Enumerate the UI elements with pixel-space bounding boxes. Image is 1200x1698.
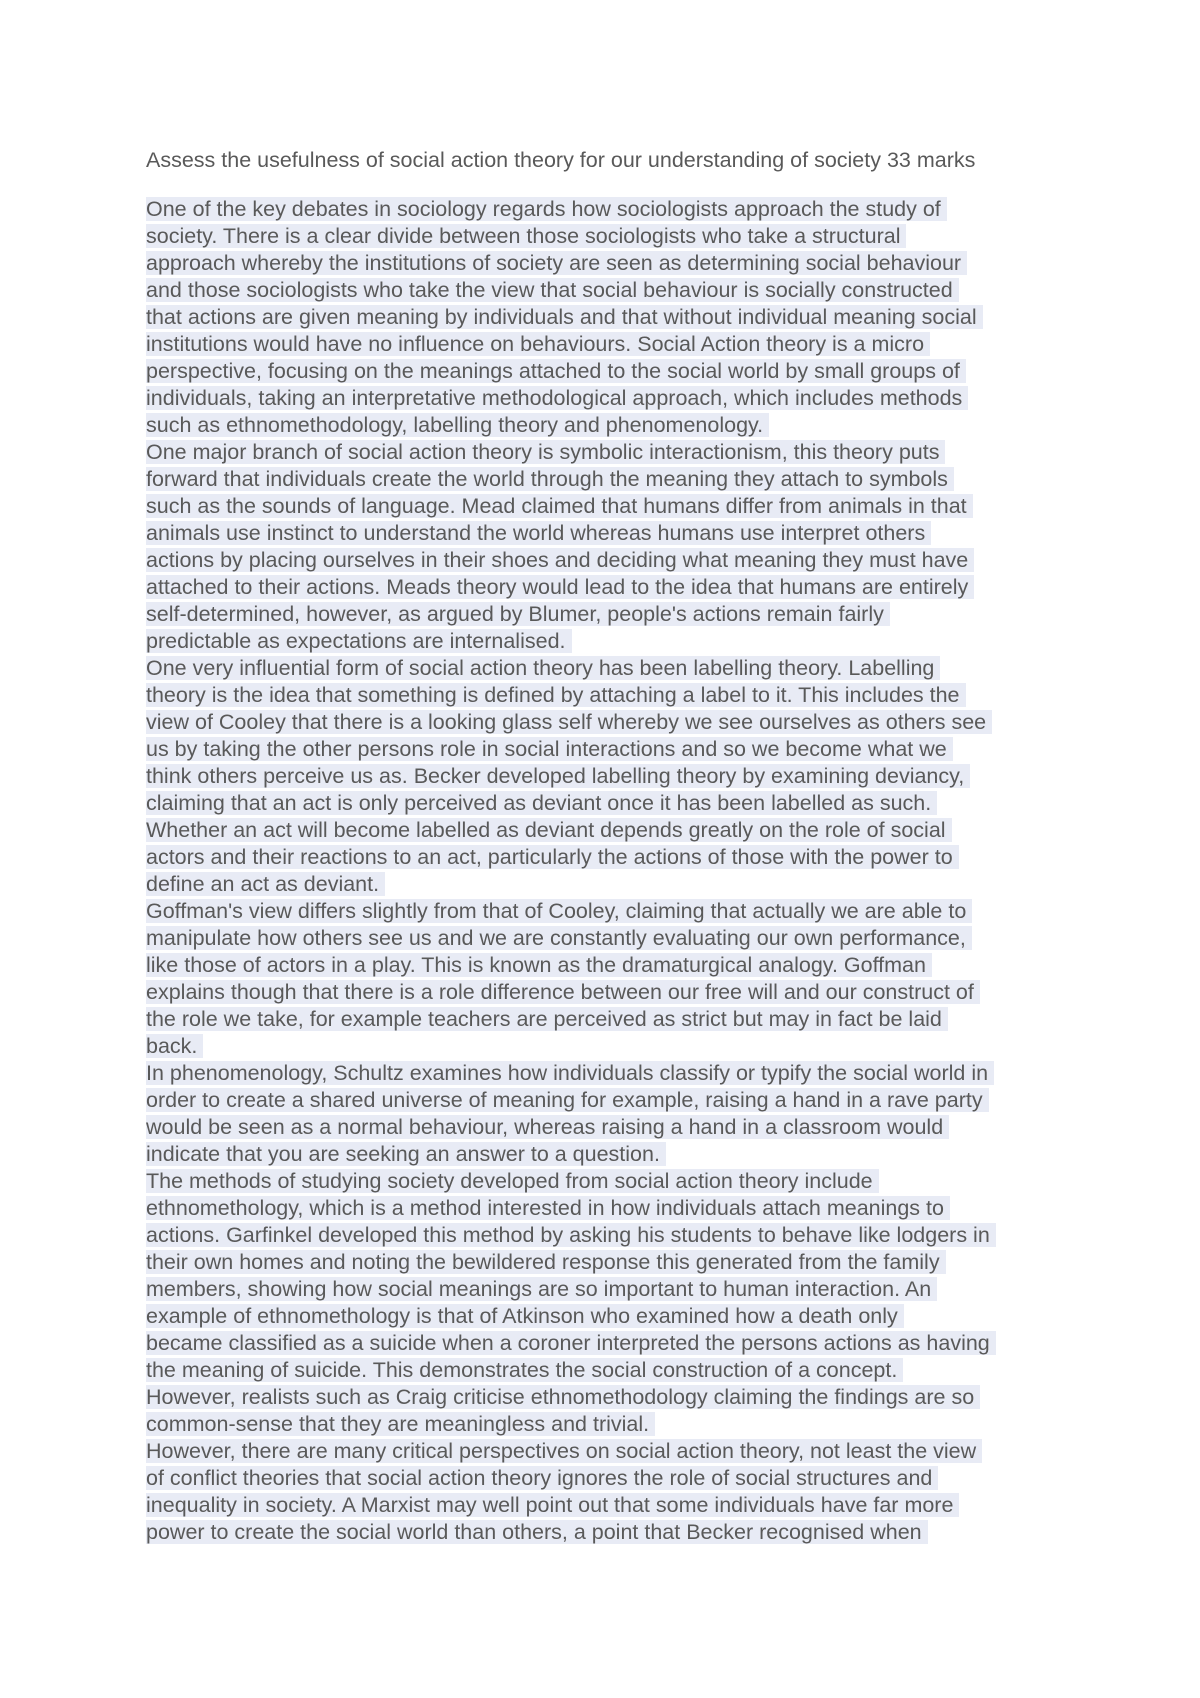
highlighted-text: In phenomenology, Schultz examines how individuals classify or typify the social world in <box>146 1061 994 1085</box>
text-line <box>146 250 1076 277</box>
highlighted-text: members, showing how social meanings are so important to human interaction. An <box>146 1277 937 1301</box>
text-line <box>146 979 1076 1006</box>
highlighted-text: However, there are many critical perspectives on social action theory, not least the view <box>146 1439 982 1463</box>
text-line <box>146 790 1076 817</box>
text-line <box>146 493 1076 520</box>
highlighted-text: indicate that you are seeking an answer to a question. <box>146 1142 666 1166</box>
text-line <box>146 1249 1076 1276</box>
highlighted-text: common-sense that they are meaningless and trivial. <box>146 1412 655 1436</box>
highlighted-text: back. <box>146 1034 203 1058</box>
text-line <box>146 466 1076 493</box>
highlighted-text: power to create the social world than others, a point that Becker recognised when <box>146 1520 928 1544</box>
highlighted-text: would be seen as a normal behaviour, whereas raising a hand in a classroom would <box>146 1115 949 1139</box>
text-line <box>146 817 1076 844</box>
text-line <box>146 952 1076 979</box>
text-line <box>146 385 1076 412</box>
text-line <box>146 304 1076 331</box>
text-line <box>146 520 1076 547</box>
highlighted-text: the meaning of suicide. This demonstrates the social construction of a concept. <box>146 1358 903 1382</box>
text-line <box>146 196 1076 223</box>
text-line <box>146 1141 1076 1168</box>
highlighted-text: like those of actors in a play. This is known as the dramaturgical analogy. Goffman <box>146 953 932 977</box>
highlighted-text: perspective, focusing on the meanings attached to the social world by small groups of <box>146 359 966 383</box>
highlighted-text: One major branch of social action theory is symbolic interactionism, this theory puts <box>146 440 945 464</box>
text-line <box>146 1492 1076 1519</box>
text-line <box>146 1168 1076 1195</box>
highlighted-text: and those sociologists who take the view that social behaviour is socially constructed <box>146 278 959 302</box>
document-title: Assess the usefulness of social action theory for our understanding of society 33 marks <box>146 148 976 172</box>
text-line <box>146 1330 1076 1357</box>
text-line <box>146 1087 1076 1114</box>
text-line <box>146 1411 1076 1438</box>
text-line <box>146 1303 1076 1330</box>
text-line <box>146 682 1076 709</box>
highlighted-text: the role we take, for example teachers are perceived as strict but may in fact be laid <box>146 1007 948 1031</box>
highlighted-text: example of ethnomethology is that of Atkinson who examined how a death only <box>146 1304 904 1328</box>
highlighted-text: predictable as expectations are internalised. <box>146 629 572 653</box>
highlighted-text: actions by placing ourselves in their shoes and deciding what meaning they must have <box>146 548 974 572</box>
highlighted-text: individuals, taking an interpretative methodological approach, which includes methods <box>146 386 968 410</box>
text-line <box>146 223 1076 250</box>
text-line <box>146 1033 1076 1060</box>
text-line <box>146 1465 1076 1492</box>
text-line <box>146 709 1076 736</box>
highlighted-text: animals use instinct to understand the world whereas humans use interpret others <box>146 521 931 545</box>
highlighted-text: manipulate how others see us and we are constantly evaluating our own performance, <box>146 926 972 950</box>
highlighted-text: actions. Garfinkel developed this method by asking his students to behave like lodgers in <box>146 1223 996 1247</box>
highlighted-text: One very influential form of social action theory has been labelling theory. Labelling <box>146 656 940 680</box>
highlighted-text: society. There is a clear divide between those sociologists who take a structural <box>146 224 906 248</box>
text-line <box>146 1384 1076 1411</box>
highlighted-text: However, realists such as Craig criticise ethnomethodology claiming the findings are so <box>146 1385 980 1409</box>
highlighted-text: attached to their actions. Meads theory would lead to the idea that humans are entirely <box>146 575 974 599</box>
text-line <box>146 655 1076 682</box>
text-line <box>146 1438 1076 1465</box>
text-line <box>146 628 1076 655</box>
text-line <box>146 1195 1076 1222</box>
text-line <box>146 1519 1076 1546</box>
highlighted-text: such as the sounds of language. Mead claimed that humans differ from animals in that <box>146 494 973 518</box>
highlighted-text: inequality in society. A Marxist may well point out that some individuals have far more <box>146 1493 959 1517</box>
highlighted-text: think others perceive us as. Becker developed labelling theory by examining deviancy, <box>146 764 970 788</box>
text-line <box>146 601 1076 628</box>
highlighted-text: self-determined, however, as argued by Blumer, people's actions remain fairly <box>146 602 890 626</box>
text-line <box>146 763 1076 790</box>
text-line <box>146 898 1076 925</box>
highlighted-text: theory is the idea that something is defined by attaching a label to it. This includes the <box>146 683 966 707</box>
text-line <box>146 1006 1076 1033</box>
text-line <box>146 358 1076 385</box>
text-line <box>146 1222 1076 1249</box>
highlighted-text: explains though that there is a role difference between our free will and our construct of <box>146 980 980 1004</box>
text-line <box>146 412 1076 439</box>
document-body <box>146 196 1076 1546</box>
text-line <box>146 1060 1076 1087</box>
highlighted-text: actors and their reactions to an act, particularly the actions of those with the power to <box>146 845 959 869</box>
highlighted-text: view of Cooley that there is a looking glass self whereby we see ourselves as others see <box>146 710 992 734</box>
highlighted-text: The methods of studying society developed from social action theory include <box>146 1169 879 1193</box>
highlighted-text: became classified as a suicide when a coroner interpreted the persons actions as having <box>146 1331 996 1355</box>
text-line <box>146 277 1076 304</box>
text-line <box>146 331 1076 358</box>
highlighted-text: Whether an act will become labelled as deviant depends greatly on the role of social <box>146 818 952 842</box>
highlighted-text: ethnomethology, which is a method interested in how individuals attach meanings to <box>146 1196 950 1220</box>
highlighted-text: such as ethnomethodology, labelling theory and phenomenology. <box>146 413 769 437</box>
highlighted-text: their own homes and noting the bewildered response this generated from the family <box>146 1250 946 1274</box>
text-line <box>146 574 1076 601</box>
highlighted-text: claiming that an act is only perceived as deviant once it has been labelled as such. <box>146 791 937 815</box>
highlighted-text: institutions would have no influence on behaviours. Social Action theory is a micro <box>146 332 930 356</box>
highlighted-text: forward that individuals create the world through the meaning they attach to symbols <box>146 467 954 491</box>
text-line <box>146 925 1076 952</box>
highlighted-text: order to create a shared universe of meaning for example, raising a hand in a rave party <box>146 1088 989 1112</box>
highlighted-text: of conflict theories that social action theory ignores the role of social structures and <box>146 1466 938 1490</box>
text-line <box>146 1357 1076 1384</box>
text-line <box>146 547 1076 574</box>
text-line <box>146 1276 1076 1303</box>
highlighted-text: approach whereby the institutions of society are seen as determining social behaviour <box>146 251 967 275</box>
text-line <box>146 871 1076 898</box>
highlighted-text: us by taking the other persons role in social interactions and so we become what we <box>146 737 953 761</box>
text-line <box>146 1114 1076 1141</box>
highlighted-text: that actions are given meaning by individuals and that without individual meaning social <box>146 305 983 329</box>
highlighted-text: define an act as deviant. <box>146 872 385 896</box>
highlighted-text: One of the key debates in sociology regards how sociologists approach the study of <box>146 197 947 221</box>
text-line <box>146 736 1076 763</box>
text-line <box>146 439 1076 466</box>
highlighted-text: Goffman's view differs slightly from that of Cooley, claiming that actually we are able to <box>146 899 972 923</box>
text-line <box>146 844 1076 871</box>
